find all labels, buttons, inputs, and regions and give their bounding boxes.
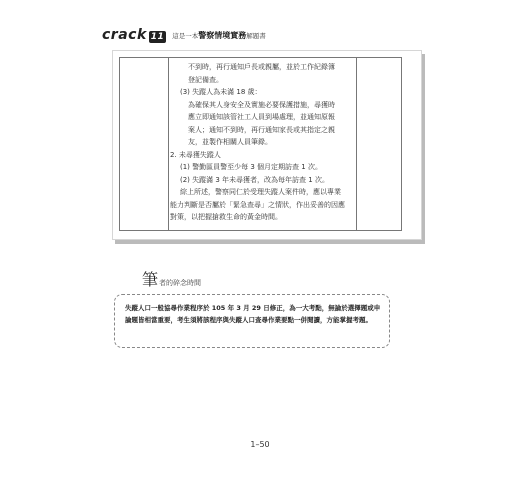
content-card bbox=[112, 50, 422, 240]
page-number: 1–50 bbox=[250, 440, 270, 449]
text-line: (1) 警勤區員警至少每 3 個月定期訪查 1 次。 bbox=[180, 163, 322, 171]
logo-text: crack bbox=[102, 27, 147, 43]
text-line: 2. 未尋獲失蹤人 bbox=[170, 150, 221, 159]
text-line: 案人；通知不到時，再行通知家長或其指定之親 bbox=[188, 125, 335, 134]
text-line: (3) 失蹤人為未滿 18 歲： bbox=[180, 88, 262, 96]
table-right-column bbox=[356, 58, 402, 230]
text-line: (2) 失蹤滿 3 年未尋獲者，改為每年訪查 1 次。 bbox=[180, 175, 329, 184]
text-line: 登記備查。 bbox=[188, 75, 223, 84]
tagline-bold: 警察情境實務 bbox=[198, 30, 247, 40]
table-body-text bbox=[170, 61, 354, 224]
tagline-prefix: 這是一本 bbox=[172, 31, 199, 40]
author-note-text: 失蹤人口一般協尋作業程序於 105 年 3 月 29 日修正，為一大考點，無論於選擇題或申論題皆相當重要，考生須將該程序與失蹤人口查尋作業要點一併閱讀，方能掌握考題。 bbox=[125, 304, 381, 324]
text-line: 友，並製作相關人員筆錄。 bbox=[188, 138, 272, 146]
author-note-title bbox=[142, 272, 201, 288]
text-line: 為確保其人身安全及實施必要保護措施，尋獲時 bbox=[188, 100, 335, 109]
note-title-char: 筆 bbox=[142, 270, 159, 289]
text-line: 能力判斷是否屬於「緊急查尋」之情狀，作出妥善的因應 bbox=[170, 200, 345, 209]
note-title-rest: 者的碎念時間 bbox=[159, 279, 202, 287]
book-tagline bbox=[172, 30, 266, 41]
brand-logo bbox=[102, 27, 166, 43]
text-line: 對策，以把握搶救生命的黃金時間。 bbox=[170, 213, 282, 221]
content-table bbox=[119, 57, 402, 231]
text-line: 應立即通知該管社工人員到場處理，並通知原報 bbox=[188, 113, 335, 121]
logo-badge: 11 bbox=[150, 32, 165, 42]
page-header bbox=[102, 24, 266, 46]
text-line: 不到時，再行通知戶長或親屬，並於工作紀錄簿 bbox=[188, 63, 335, 71]
text-line: 綜上所述，警察同仁於受理失蹤人案件時，應以專業 bbox=[180, 188, 341, 196]
author-note-box bbox=[114, 294, 390, 348]
table-left-column bbox=[120, 58, 169, 230]
tagline-suffix: 解題書 bbox=[246, 31, 266, 40]
